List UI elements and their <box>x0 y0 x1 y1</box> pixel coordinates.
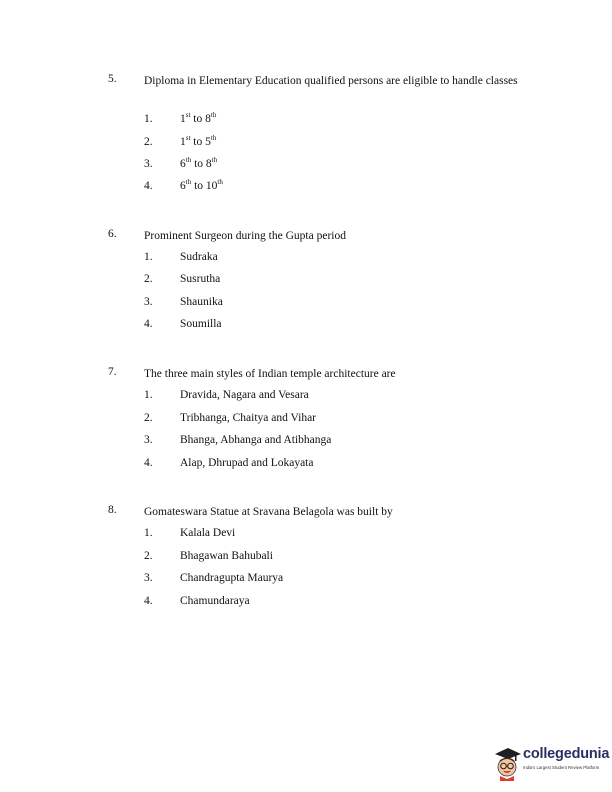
option <box>0 412 612 428</box>
option-number: 1. <box>144 527 153 539</box>
collegedunia-logo <box>493 744 611 784</box>
option-number: 1. <box>144 389 153 401</box>
option-text: Bhagawan Bahubali <box>180 550 273 562</box>
option-text: 1st to 8th <box>180 111 217 125</box>
option <box>0 550 612 566</box>
option <box>0 273 612 289</box>
question-number: 7. <box>108 366 117 378</box>
option-number: 2. <box>144 136 153 148</box>
option-text: Sudraka <box>180 251 218 263</box>
option-text: Shaunika <box>180 296 223 308</box>
option <box>0 136 612 152</box>
option-text: Chamundaraya <box>180 595 250 607</box>
option-text: Susrutha <box>180 273 221 285</box>
mascot-icon <box>493 744 523 784</box>
option <box>0 389 612 405</box>
question-text: Prominent Surgeon during the Gupta period <box>144 230 346 242</box>
option-number: 1. <box>144 113 153 125</box>
option-number: 2. <box>144 550 153 562</box>
option-text: 6th to 8th <box>180 156 218 170</box>
option-number: 4. <box>144 457 153 469</box>
option <box>0 296 612 312</box>
option-text: Tribhanga, Chaitya and Vihar <box>180 412 317 424</box>
option-text: Dravida, Nagara and Vesara <box>180 389 309 401</box>
question-text: Gomateswara Statue at Sravana Belagola was built by <box>144 506 393 518</box>
option-text: Chandragupta Maurya <box>180 572 284 584</box>
option-number: 2. <box>144 273 153 285</box>
option <box>0 113 612 129</box>
option <box>0 158 612 174</box>
question-number: 5. <box>108 73 117 85</box>
brand-tagline: India's Largest Student Review Platform <box>523 765 600 770</box>
option-number: 2. <box>144 412 153 424</box>
option-number: 1. <box>144 251 153 263</box>
question-number: 8. <box>108 504 117 516</box>
option-text: Alap, Dhrupad and Lokayata <box>180 457 314 469</box>
option-number: 4. <box>144 180 153 192</box>
brand-name: collegedunia <box>523 746 610 762</box>
option-text: Bhanga, Abhanga and Atibhanga <box>180 434 332 446</box>
option-text: 6th to 10th <box>180 178 223 192</box>
option-number: 3. <box>144 572 153 584</box>
option <box>0 434 612 450</box>
option <box>0 180 612 196</box>
option <box>0 457 612 473</box>
option-text: Kalala Devi <box>180 527 236 539</box>
option-number: 4. <box>144 318 153 330</box>
option <box>0 251 612 267</box>
option <box>0 595 612 611</box>
question-number: 6. <box>108 228 117 240</box>
option <box>0 572 612 588</box>
option-number: 3. <box>144 158 153 170</box>
option-text: 1st to 5th <box>180 134 217 148</box>
option <box>0 527 612 543</box>
option <box>0 318 612 334</box>
option-number: 4. <box>144 595 153 607</box>
question-text: The three main styles of Indian temple architecture are <box>144 368 396 380</box>
option-text: Soumilla <box>180 318 222 330</box>
option-number: 3. <box>144 434 153 446</box>
question-text: Diploma in Elementary Education qualified persons are eligible to handle classes <box>144 75 518 87</box>
option-number: 3. <box>144 296 153 308</box>
